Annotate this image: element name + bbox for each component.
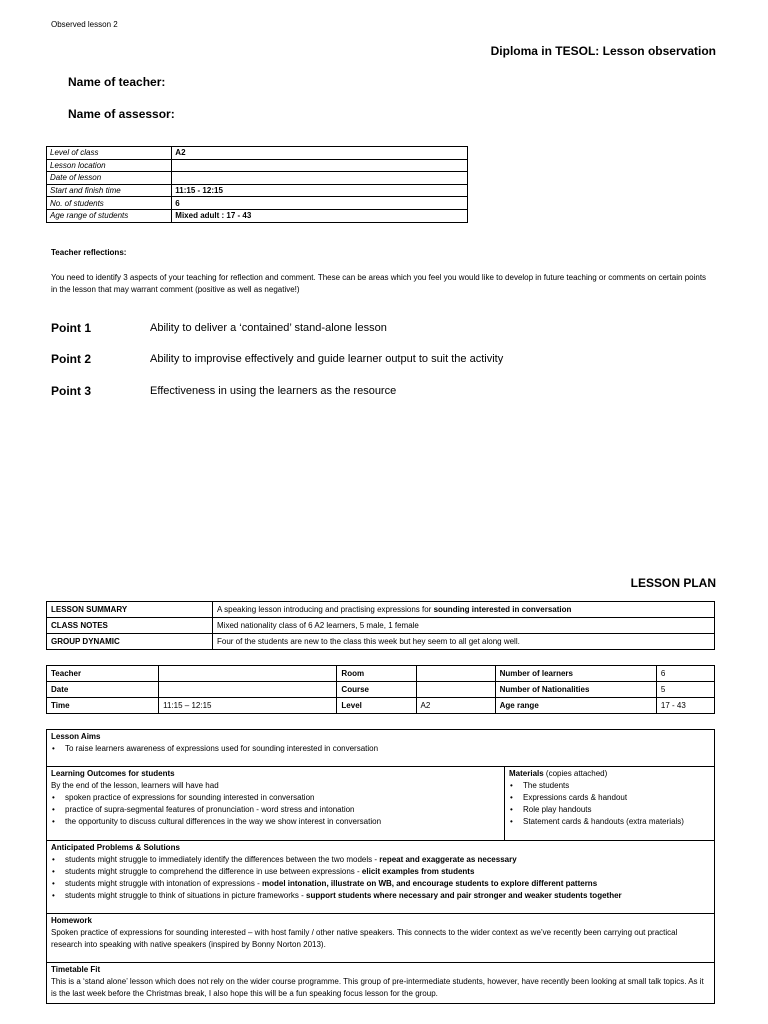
course-value: [416, 682, 495, 698]
materials-section: [504, 766, 715, 841]
table-row: [47, 602, 715, 618]
age-range-value: 17 - 43: [656, 698, 714, 714]
info-value: [172, 172, 468, 185]
lesson-details-table: [46, 665, 715, 714]
date-value: [159, 682, 337, 698]
info-value: 6: [172, 197, 468, 210]
list-item: • Role play handouts: [519, 804, 710, 816]
summary-value: A speaking lesson introducing and practising expressions for sounding interested in conversation: [213, 602, 715, 618]
table-row: [47, 618, 715, 634]
table-row: [47, 698, 715, 714]
summary-label: GROUP DYNAMIC: [47, 634, 213, 650]
timetable-fit-text: This is a ‘stand alone’ lesson which does not rely on the wider course programme. This group of pre-intermediate students, however, have recently been looking at small talk topics. As it is the last week before the Christmas break, I also hope this will be a fun speaking focus lesson for the group.: [51, 977, 704, 998]
teacher-value: [159, 666, 337, 682]
table-row: [47, 682, 715, 698]
list-item: • students might struggle with intonation of expressions - model intonation, illustrate on WB, and encourage students to explore different patterns: [61, 878, 710, 890]
learning-outcomes-section: [46, 766, 505, 841]
list-item: • practice of supra-segmental features of pronunciation - word stress and intonation: [61, 804, 500, 816]
lesson-aims-section: [46, 729, 715, 767]
info-value: 11:15 - 12:15: [172, 184, 468, 197]
list-item: • Expressions cards & handout: [519, 792, 710, 804]
summary-value: Mixed nationality class of 6 A2 learners, 5 male, 1 female: [213, 618, 715, 634]
table-row: [47, 209, 468, 222]
level-value: A2: [416, 698, 495, 714]
table-row: [47, 159, 468, 172]
info-label: Lesson location: [47, 159, 172, 172]
anticipated-problems-heading: Anticipated Problems & Solutions: [51, 843, 180, 852]
summary-label: LESSON SUMMARY: [47, 602, 213, 618]
list-item: • Statement cards & handouts (extra materials): [519, 816, 710, 828]
time-value: 11:15 – 12:15: [159, 698, 337, 714]
class-info-table: [46, 146, 468, 223]
point-3-label: Point 3: [51, 384, 92, 398]
point-2-text: Ability to improvise effectively and guide learner output to suit the activity: [150, 353, 504, 365]
table-row: [47, 197, 468, 210]
lesson-aims-heading: Lesson Aims: [51, 732, 101, 741]
info-label: Age range of students: [47, 209, 172, 222]
nationalities-value: 5: [656, 682, 714, 698]
info-label: Date of lesson: [47, 172, 172, 185]
summary-value: Four of the students are new to the class this week but hey seem to all get along well.: [213, 634, 715, 650]
level-label: Level: [337, 698, 416, 714]
list-item: • students might struggle to comprehend the difference in use between expressions - elicit examples from students: [61, 866, 710, 878]
info-value: [172, 159, 468, 172]
lesson-summary-table: [46, 601, 715, 650]
list-item: • students might struggle to immediately identify the differences between the two models - repeat and exaggerate as necessary: [61, 854, 710, 866]
name-of-assessor-label: Name of assessor:: [68, 107, 175, 121]
info-label: Start and finish time: [47, 184, 172, 197]
homework-section: [46, 913, 715, 963]
learning-outcomes-intro: By the end of the lesson, learners will have had: [51, 781, 219, 790]
table-row: [47, 172, 468, 185]
homework-text: Spoken practice of expressions for sounding interested – with host family / other native speakers. This connects to the wider context as we’ve recently been carrying out practical research into speaking with native speakers (inspired by Bonny Norton 2013).: [51, 928, 678, 949]
info-label: No. of students: [47, 197, 172, 210]
teacher-label: Teacher: [47, 666, 159, 682]
learners-value: 6: [656, 666, 714, 682]
course-label: Course: [337, 682, 416, 698]
name-of-teacher-label: Name of teacher:: [68, 75, 166, 89]
room-value: [416, 666, 495, 682]
materials-heading-line: Materials (copies attached): [509, 769, 608, 778]
teacher-reflections-heading: Teacher reflections:: [51, 248, 127, 257]
age-range-label: Age range: [495, 698, 656, 714]
point-2-label: Point 2: [51, 352, 92, 366]
table-row: [47, 666, 715, 682]
timetable-fit-heading: Timetable Fit: [51, 965, 101, 974]
homework-heading: Homework: [51, 916, 92, 925]
date-label: Date: [47, 682, 159, 698]
document-title: Diploma in TESOL: Lesson observation: [490, 44, 716, 58]
table-row: [47, 184, 468, 197]
summary-label: CLASS NOTES: [47, 618, 213, 634]
learning-outcomes-heading: Learning Outcomes for students: [51, 769, 175, 778]
list-item: • The students: [519, 780, 710, 792]
info-value: Mixed adult : 17 - 43: [172, 209, 468, 222]
anticipated-problems-section: [46, 840, 715, 914]
list-item: • To raise learners awareness of expressions used for sounding interested in conversation: [61, 743, 710, 755]
teacher-reflections-text: You need to identify 3 aspects of your teaching for reflection and comment. These can be areas which you feel you would like to develop in future teaching or comments on certain points in the lesson that may warrant comment (positive as well as negative!): [51, 273, 707, 294]
list-item: • spoken practice of expressions for sounding interested in conversation: [61, 792, 500, 804]
list-item: • students might struggle to think of situations in picture frameworks - support students where necessary and pair stronger and weaker students together: [61, 890, 710, 902]
learners-label: Number of learners: [495, 666, 656, 682]
point-1-label: Point 1: [51, 321, 92, 335]
info-label: Level of class: [47, 147, 172, 160]
point-1-text: Ability to deliver a ‘contained’ stand-alone lesson: [150, 322, 387, 334]
time-label: Time: [47, 698, 159, 714]
list-item: • the opportunity to discuss cultural differences in the way we show interest in conversation: [61, 816, 500, 828]
timetable-fit-section: [46, 962, 715, 1004]
lesson-plan-title: LESSON PLAN: [630, 576, 716, 590]
table-row: [47, 634, 715, 650]
room-label: Room: [337, 666, 416, 682]
info-value: A2: [172, 147, 468, 160]
nationalities-label: Number of Nationalities: [495, 682, 656, 698]
observed-lesson-label: Observed lesson 2: [51, 20, 118, 29]
table-row: [47, 147, 468, 160]
point-3-text: Effectiveness in using the learners as the resource: [150, 385, 397, 397]
